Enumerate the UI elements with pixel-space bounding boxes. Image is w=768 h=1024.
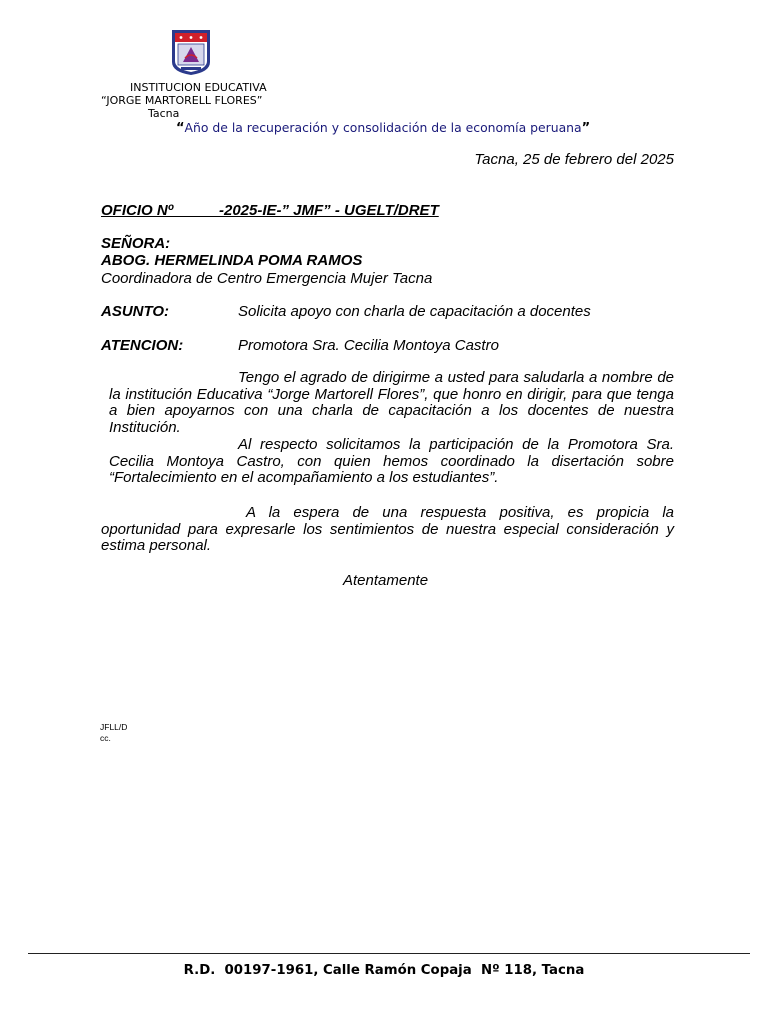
- author-initials: JFLL/D: [100, 722, 128, 732]
- footer-divider: [28, 953, 750, 954]
- year-motto: [176, 120, 590, 136]
- copy-reference: cc.: [100, 733, 111, 743]
- institution-city: Tacna: [148, 107, 180, 120]
- atencion-value: Promotora Sra. Cecilia Montoya Castro: [238, 337, 499, 354]
- letter-date: Tacna, 25 de febrero del 2025: [474, 151, 674, 168]
- atencion-label: ATENCION:: [101, 337, 184, 354]
- oficio-reference: OFICIO Nº -2025-IE-” JMF” - UGELT/DRET: [101, 202, 439, 219]
- body-paragraph-2: Al respecto solicitamos la participación de la Promotora Sra. Cecilia Montoya Castro, con quien hemos coordinado la disertación sobre “Fortalecimiento en el acompañamiento a los estudiantes”.: [109, 436, 674, 486]
- body-paragraph-3: A la espera de una respuesta positiva, es propicia la oportunidad para expresarle los sentimientos de nuestra especial consideración y estima personal.: [101, 504, 674, 554]
- year-motto-text: Año de la recuperación y consolidación de la economía peruana: [184, 120, 582, 135]
- footer-address: R.D. 00197-1961, Calle Ramón Copaja Nº 118, Tacna: [183, 963, 585, 978]
- year-motto-close-quote: ”: [581, 121, 591, 136]
- closing-salutation: Atentamente: [343, 572, 429, 589]
- body-paragraph-1: Tengo el agrado de dirigirme a usted para saludarla a nombre de la institución Educativa “Jorge Martorell Flores”, que honro en dirigir, para que tenga a bien apoyarnos con una charla de capacitación a los docentes de nuestra Institución.: [109, 369, 674, 436]
- recipient-name: ABOG. HERMELINDA POMA RAMOS: [101, 252, 363, 269]
- institution-school-name: “JORGE MARTORELL FLORES”: [101, 94, 263, 107]
- year-motto-open-quote: “: [176, 121, 185, 136]
- recipient-salutation: SEÑORA:: [101, 235, 171, 252]
- recipient-role: Coordinadora de Centro Emergencia Mujer Tacna: [101, 270, 433, 287]
- asunto-value: Solicita apoyo con charla de capacitación a docentes: [238, 303, 591, 320]
- asunto-label: ASUNTO:: [101, 303, 170, 320]
- school-crest-icon: [170, 28, 212, 76]
- institution-name: INSTITUCION EDUCATIVA: [130, 81, 267, 94]
